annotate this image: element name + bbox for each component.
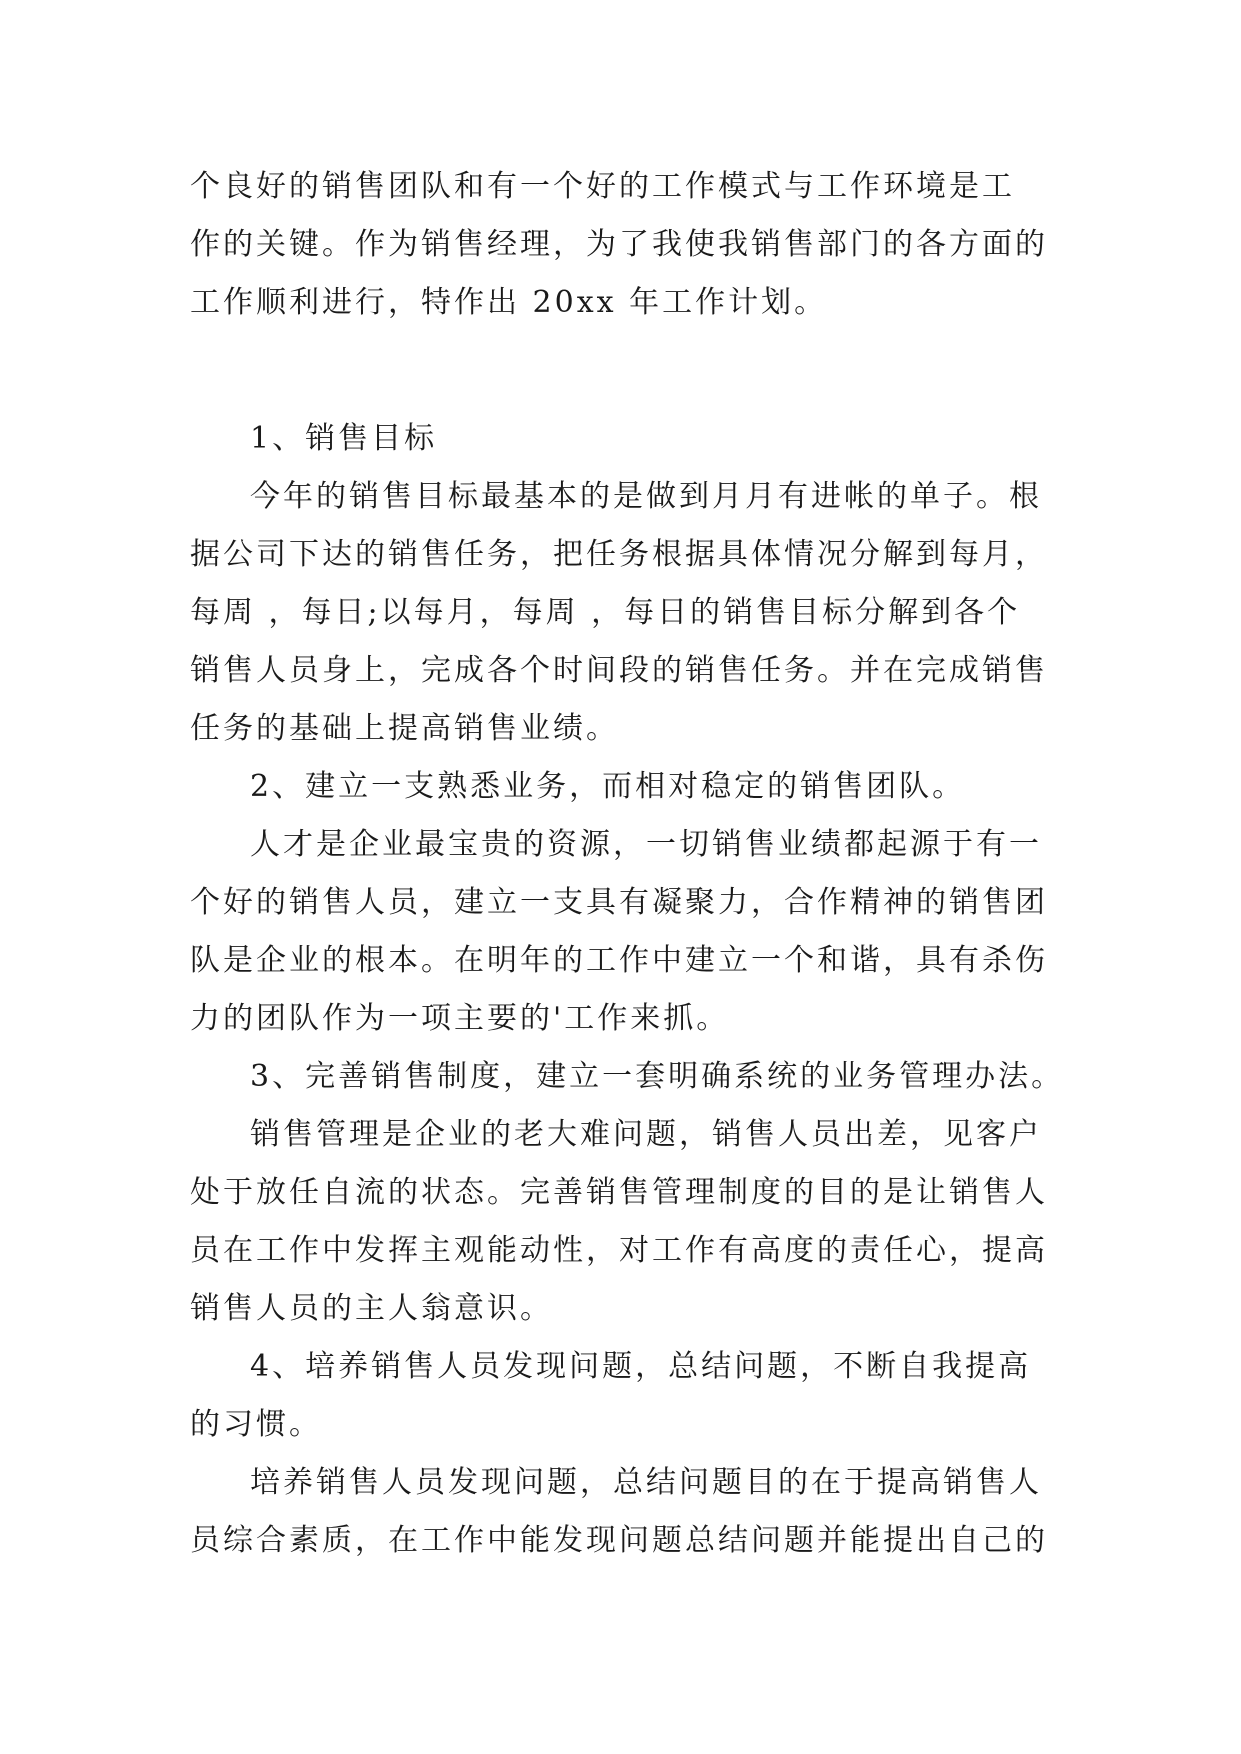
section-heading: 1、销售目标	[250, 421, 438, 456]
paragraph-line: 销售人员的主人翁意识。	[190, 1291, 553, 1326]
paragraph-line: 任务的基础上提高销售业绩。	[190, 711, 619, 746]
paragraph-spacer	[190, 332, 1070, 410]
paragraph-line: 队是企业的根本。在明年的工作中建立一个和谐，具有杀伤	[190, 943, 1048, 978]
paragraph-line: 员在工作中发挥主观能动性，对工作有高度的责任心，提高	[190, 1233, 1048, 1268]
section-heading: 3、完善销售制度，建立一套明确系统的业务管理办法。	[250, 1059, 1065, 1094]
intro-line: 个良好的销售团队和有一个好的工作模式与工作环境是工	[190, 169, 1015, 204]
paragraph-line: 据公司下达的销售任务，把任务根据具体情况分解到每月，	[190, 537, 1048, 572]
paragraph-line: 个好的销售人员，建立一支具有凝聚力，合作精神的销售团	[190, 885, 1048, 920]
section-heading: 4、培养销售人员发现问题，总结问题，不断自我提高	[250, 1349, 1032, 1384]
intro-line: 作的关键。作为销售经理，为了我使我销售部门的各方面的	[190, 227, 1048, 262]
section-heading: 的习惯。	[190, 1407, 322, 1442]
paragraph-line: 员综合素质，在工作中能发现问题总结问题并能提出自己的	[190, 1523, 1048, 1558]
intro-line: 工作顺利进行，特作出 20xx 年工作计划。	[190, 285, 828, 320]
paragraph-line: 销售人员身上，完成各个时间段的销售任务。并在完成销售	[190, 653, 1048, 688]
paragraph-line: 力的团队作为一项主要的'工作来抓。	[190, 1001, 730, 1036]
paragraph-line: 今年的销售目标最基本的是做到月月有进帐的单子。根	[250, 479, 1042, 514]
paragraph-line: 培养销售人员发现问题，总结问题目的在于提高销售人	[250, 1465, 1042, 1500]
section-heading: 2、建立一支熟悉业务，而相对稳定的销售团队。	[250, 769, 966, 804]
paragraph-line: 处于放任自流的状态。完善销售管理制度的目的是让销售人	[190, 1175, 1048, 1210]
paragraph-line: 每周 ，每日;以每月，每周 ，每日的销售目标分解到各个	[190, 595, 1021, 630]
document-body	[190, 158, 1070, 1570]
paragraph-line: 人才是企业最宝贵的资源，一切销售业绩都起源于有一	[250, 827, 1042, 862]
paragraph-line: 销售管理是企业的老大难问题，销售人员出差，见客户	[250, 1117, 1042, 1152]
